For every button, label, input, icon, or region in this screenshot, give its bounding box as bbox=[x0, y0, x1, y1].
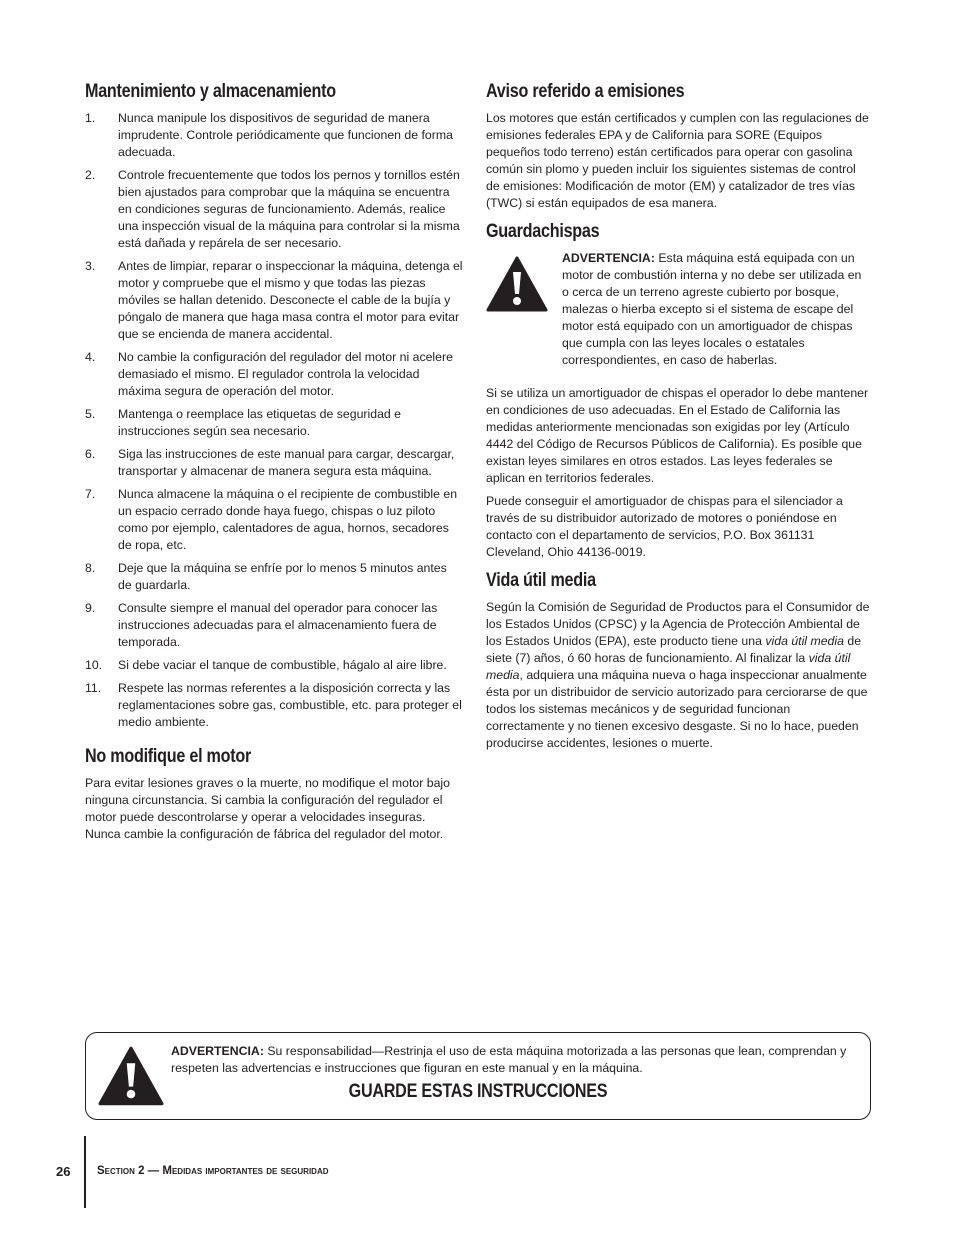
spark-arrester-heading: Guardachispas bbox=[486, 221, 600, 242]
list-item bbox=[85, 258, 463, 343]
warning-triangle-icon bbox=[486, 256, 548, 312]
item-text: Consulte siempre el manual del operador para conocer las instrucciones adecuadas para el almacenamiento fuera de temporada. bbox=[118, 601, 438, 649]
footer-divider bbox=[84, 1136, 86, 1208]
item-text: Mantenga o reemplace las etiquetas de seguridad e instrucciones según sea necesario. bbox=[118, 407, 402, 438]
warning-text: Esta máquina está equipada con un motor de combustión interna y no debe ser utilizada en o cerca de un terreno agreste cubierto por bosque, malezas o hierba excepto si el sistema de escape del motor está equipado con un amortiguador de chispas que cumpla con las leyes locales o estatales correspondientes, en caso de haberlas. bbox=[562, 251, 862, 367]
useful-life-heading: Vida útil media bbox=[486, 570, 596, 591]
emissions-text: Los motores que están certificados y cumplen con las regulaciones de emisiones federales EPA y de California para SORE (Equipos pequeños todo terreno) están certificados para operar con gasolina común sin plomo y pueden incluir los siguientes sistemas de control de emisiones: Modificación de motor (EM) y catalizador de tres vías (TWC) si están equipados de esa manera. bbox=[486, 111, 869, 210]
item-text: Nunca manipule los dispositivos de seguridad de manera imprudente. Controle periódicamente que funcionen de forma adecuada. bbox=[118, 111, 453, 159]
item-text: Controle frecuentemente que todos los pernos y tornillos estén bien ajustados para comprobar que la máquina se encuentra en condiciones seguras de funcionamiento. Además, realice una inspección visual de la máquina para controlar si la misma está dañada y repárela de ser necesario. bbox=[118, 168, 460, 250]
item-text: No cambie la configuración del regulador del motor ni acelere demasiado el mismo. El regulador controla la velocidad máxima segura de operación del motor. bbox=[118, 350, 453, 398]
item-text: Respete las normas referentes a la disposición correcta y las reglamentaciones sobre gas, combustible, etc. para proteger el medio ambiente. bbox=[118, 681, 462, 729]
useful-life-text bbox=[486, 599, 870, 752]
list-item bbox=[85, 600, 463, 651]
maintenance-heading: Mantenimiento y almacenamiento bbox=[85, 81, 336, 102]
spark-warning bbox=[486, 250, 870, 385]
maintenance-list bbox=[85, 110, 463, 731]
spark-paragraph-1: Si se utiliza un amortiguador de chispas el operador lo debe mantener en condiciones de uso adecuadas. En el Estado de California las medidas anteriormente mencionadas son exigidas por ley (Artículo 4442 del Código de Recursos Públicos de California). Es posible que existan leyes similares en otros estados. Las leyes federales se aplican en territorios federales. bbox=[486, 386, 869, 485]
item-number: 1. bbox=[85, 111, 96, 125]
item-number: 5. bbox=[85, 407, 96, 421]
no-modify-motor-heading: No modifique el motor bbox=[85, 746, 252, 767]
responsibility-warning-box bbox=[85, 1032, 871, 1120]
page-number: 26 bbox=[56, 1164, 71, 1179]
list-item bbox=[85, 167, 463, 252]
item-text: Antes de limpiar, reparar o inspeccionar la máquina, detenga el motor y compruebe que el mismo y que todas las piezas móviles se hallan detenido. Desconecte el cable de la bujía y póngalo de manera que haga masa contra el motor para evitar que se encienda de manera accidental. bbox=[118, 259, 463, 341]
item-text: Si debe vaciar el tanque de combustible, hágalo al aire libre. bbox=[118, 658, 447, 672]
italic-term: vida útil media bbox=[486, 651, 851, 682]
no-modify-motor-text: Para evitar lesiones graves o la muerte, no modifique el motor bajo ninguna circunstancia. Si cambia la configuración del regulador el motor puede descontrolarse y operar a velocidades inseguras. Nunca cambie la configuración de fábrica del regulador del motor. bbox=[85, 776, 450, 841]
item-number: 4. bbox=[85, 350, 96, 364]
list-item bbox=[85, 349, 463, 400]
warning-text: Su responsabilidad—Restrinja el uso de esta máquina motorizada a las personas que lean, comprendan y respeten las advertencias e instrucciones que figuran en este manual y en la máquina. bbox=[171, 1044, 847, 1075]
item-number: 8. bbox=[85, 561, 96, 575]
item-number: 10. bbox=[85, 658, 103, 672]
item-number: 9. bbox=[85, 601, 96, 615]
save-instructions-heading: GUARDE ESTAS INSTRUCCIONES bbox=[348, 1081, 608, 1102]
text-segment: , adquiera una máquina nueva o haga inspeccionar anualmente ésta por un distribuidor de servicio autorizado para cerciorarse de que todos los sistemas mecánicos y de seguridad funcionan correctamente y no tienen excesivo desgaste. Si no lo hace, pueden producirse accidentes, lesiones o muerte. bbox=[486, 668, 868, 750]
item-number: 6. bbox=[85, 447, 96, 461]
list-item bbox=[85, 446, 463, 480]
warning-label: ADVERTENCIA: bbox=[171, 1044, 264, 1058]
list-item bbox=[85, 657, 463, 674]
item-number: 11. bbox=[85, 681, 102, 695]
text-segment: Según la Comisión de Seguridad de Productos para el Consumidor de los Estados Unidos (CPSC) y la Agencia de Protección Ambiental de los Estados Unidos (EPA), este producto tiene una bbox=[486, 600, 870, 648]
item-number: 7. bbox=[85, 487, 96, 501]
warning-label: ADVERTENCIA: bbox=[562, 251, 655, 265]
right-column bbox=[486, 80, 870, 758]
item-text: Deje que la máquina se enfríe por lo menos 5 minutos antes de guardarla. bbox=[118, 561, 447, 592]
list-item bbox=[85, 110, 463, 161]
item-text: Siga las instrucciones de este manual para cargar, descargar, transportar y almacenar de manera segura esta máquina. bbox=[118, 447, 455, 478]
text-segment: de siete (7) años, ó 60 horas de funcionamiento. Al finalizar la bbox=[486, 634, 862, 665]
left-column bbox=[85, 80, 463, 849]
emissions-heading: Aviso referido a emisiones bbox=[486, 81, 685, 102]
spark-paragraph-2: Puede conseguir el amortiguador de chispas para el silenciador a través de su distribuidor autorizado de motores o poniéndose en contacto con el departamento de servicios, P.O. Box 361131 Cleveland, Ohio 44136-0019. bbox=[486, 494, 843, 559]
item-number: 3. bbox=[85, 259, 96, 273]
item-text: Nunca almacene la máquina o el recipiente de combustible en un espacio cerrado donde haya fuego, chispas o luz piloto como por ejemplo, calentadores de agua, hornos, secadores de ropa, etc. bbox=[118, 487, 458, 552]
section-title: Section 2 — Medidas importantes de seguridad bbox=[97, 1165, 329, 1177]
list-item bbox=[85, 486, 463, 554]
list-item bbox=[85, 406, 463, 440]
list-item bbox=[85, 680, 463, 731]
item-number: 2. bbox=[85, 168, 96, 182]
italic-term: vida útil media bbox=[765, 634, 844, 648]
list-item bbox=[85, 560, 463, 594]
